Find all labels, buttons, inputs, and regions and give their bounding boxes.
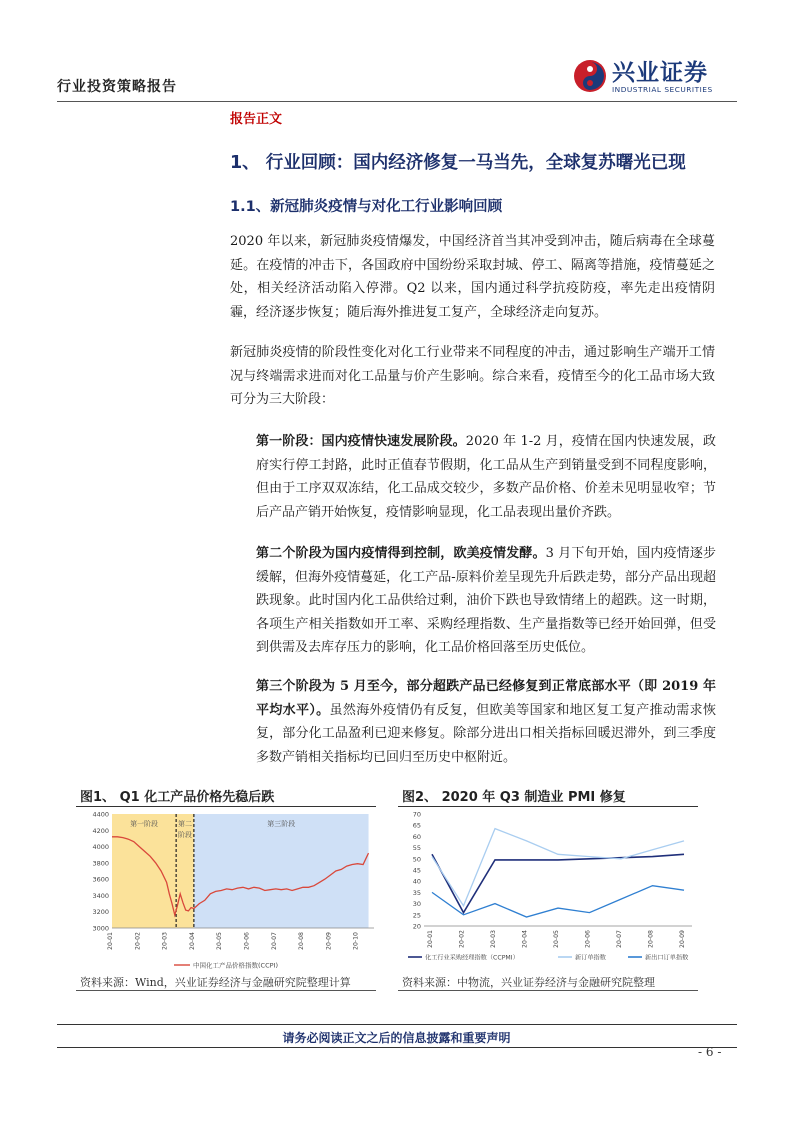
footer-disclaimer: 请务必阅读正文之后的信息披露和重要声明 <box>282 1031 511 1045</box>
phase-label-2-line-2: 阶段 <box>178 831 193 839</box>
company-logo <box>572 54 742 98</box>
y-tick-label: 40 <box>412 877 421 886</box>
x-tick-label: 20-05 <box>216 932 224 950</box>
x-tick-label: 20-03 <box>490 930 497 948</box>
y-tick-label: 3600 <box>92 875 109 884</box>
x-tick-label: 20-04 <box>188 932 196 950</box>
report-type-label: 行业投资策略报告 <box>57 79 177 95</box>
y-tick-label: 3000 <box>92 924 109 933</box>
x-tick-label: 20-09 <box>679 930 686 948</box>
phase-band-1 <box>112 814 176 928</box>
y-tick-label: 35 <box>412 888 421 897</box>
logo-en-text: INDUSTRIAL SECURITIES <box>612 85 713 94</box>
legend-label-ccpi: 中国化工产品价格指数(CCPI) <box>193 961 278 970</box>
page-number: - 6 - <box>698 1045 722 1059</box>
x-tick-label: 20-09 <box>325 932 333 950</box>
paragraph-1: 2020 年以来，新冠肺炎疫情爆发，中国经济首当其冲受到冲击，随后病毒在全球蔓延。在疫情的冲击下，各国政府中国纷纷采取封城、停工、隔离等措施，疫情蔓延之处，相关经济活动陷入停滞。Q2 以来，国内通过科学抗疫防疫，率先走出疫情阴霾，经济逐步恢复；随后海外推进复工复产，全球经济走向复苏。 <box>230 234 715 320</box>
phase-label-3: 第三阶段 <box>267 820 296 828</box>
x-tick-label: 20-07 <box>270 932 278 950</box>
x-tick-label: 20-01 <box>427 930 434 948</box>
legend-label-1: 化工行业采购经理指数（CCPMI） <box>425 954 519 962</box>
figure-1-caption: 图1、 Q1 化工产品价格先稳后跌 <box>80 790 275 805</box>
paragraph-2: 新冠肺炎疫情的阶段性变化对化工行业带来不同程度的冲击，通过影响生产端开工情况与终端需求进而对化工品量与价产生影响。综合来看，疫情至今的化工品市场大致可分为三大阶段： <box>230 345 715 407</box>
ccpi-price-chart <box>78 808 380 972</box>
phase-1-heading: 第一阶段：国内疫情快速发展阶段。 <box>256 434 466 449</box>
y-tick-label: 4000 <box>92 843 109 852</box>
phase-1-paragraph <box>256 430 716 524</box>
logo-emblem-icon <box>572 58 608 94</box>
phase-3-paragraph <box>256 675 716 769</box>
y-tick-label: 25 <box>412 911 421 920</box>
figure-2-bottom-rule <box>398 990 698 991</box>
heading-1: 1、 行业回顾：国内经济修复一马当先，全球复苏曙光已现 <box>230 153 686 173</box>
y-tick-label: 20 <box>412 922 421 931</box>
legend-label-3: 新出口订单指数 <box>645 954 689 962</box>
phase-label-1: 第一阶段 <box>130 820 159 828</box>
phase-1-text: 2020 年 1-2 月，疫情在国内快速发展，政府实行停工封路，此时正值春节假期，化工品从生产到销量受到不同程度影响，但由于工序双双冻结，化工品成交较少，多数产品价格、价差未见明显收窄；节后产品产销开始恢复，疫情影响显现，化工品表现出量价齐跌。 <box>256 434 716 520</box>
y-tick-label: 3800 <box>92 859 109 868</box>
y-tick-label: 55 <box>412 844 421 853</box>
header-rule <box>57 101 737 102</box>
phase-3-text: 虽然海外疫情仍有反复，但欧美等国家和地区复工复产推动需求恢复，部分化工品盈利已迎来修复。除部分进出口相关指标回暖迟滞外，到三季度多数产销相关指标均已回归至历史中枢附近。 <box>256 702 716 765</box>
figure-1-top-rule <box>76 806 376 807</box>
x-tick-label: 20-01 <box>107 932 114 950</box>
pmi-chart <box>400 808 700 972</box>
x-tick-label: 20-02 <box>134 932 142 950</box>
x-tick-label: 20-10 <box>352 932 360 950</box>
figure-2-top-rule <box>398 806 698 807</box>
section-label: 报告正文 <box>230 112 283 127</box>
y-tick-label: 3400 <box>92 891 109 900</box>
footer-rule <box>57 1024 737 1025</box>
phase-2-heading: 第二个阶段为国内疫情得到控制，欧美疫情发酵。 <box>256 546 546 561</box>
figure-2-source: 资料来源：中物流，兴业证券经济与金融研究院整理 <box>402 976 655 989</box>
phase-2-text: 3 月下旬开始，国内疫情逐步缓解，但海外疫情蔓延，化工产品-原料价差呈现先升后跌走势，部分产品出现超跌现象。此时国内化工品供给过剩，油价下跌也导致情绪上的超跌。这一时期，各项生产相关指数如开工率、采购经理指数、生产量指数等已经开始回弹，但受到供需及去库存压力的影响，化工品价格回落至历史低位。 <box>256 546 716 655</box>
logo-cn-text: 兴业证券 <box>612 60 708 86</box>
figure-1-bottom-rule <box>76 990 376 991</box>
footer-rule-2 <box>57 1047 737 1048</box>
y-tick-label: 70 <box>412 810 421 819</box>
y-tick-label: 50 <box>412 855 421 864</box>
y-tick-label: 3200 <box>92 908 109 917</box>
y-tick-label: 4400 <box>92 810 109 819</box>
x-tick-label: 20-04 <box>521 930 529 948</box>
x-tick-label: 20-06 <box>243 932 251 950</box>
figure-2-caption: 图2、 2020 年 Q3 制造业 PMI 修复 <box>402 790 626 805</box>
x-tick-label: 20-02 <box>458 930 466 948</box>
phase-label-2-line-1: 第二 <box>178 820 193 828</box>
pmi-series-line-1 <box>432 854 684 912</box>
phase-band-3 <box>194 814 369 928</box>
phase-3-heading: 第三个阶段为 5 月至今，部分超跌产品已经修复到正常底部水平（即 2019 年平均水平）。 <box>256 679 716 718</box>
x-tick-label: 20-03 <box>161 932 169 950</box>
pmi-series-line-2 <box>432 829 684 906</box>
figure-1-source: 资料来源：Wind，兴业证券经济与金融研究院整理计算 <box>80 976 351 989</box>
y-tick-label: 4200 <box>92 826 109 835</box>
x-tick-label: 20-08 <box>647 930 655 948</box>
phase-2-paragraph <box>256 542 716 660</box>
heading-2: 1.1、新冠肺炎疫情与对化工行业影响回顾 <box>230 199 503 215</box>
x-tick-label: 20-08 <box>298 932 306 950</box>
y-tick-label: 45 <box>412 866 421 875</box>
x-tick-label: 20-07 <box>616 930 623 948</box>
legend-label-2: 新订单指数 <box>575 954 606 962</box>
x-tick-label: 20-05 <box>553 930 560 948</box>
x-tick-label: 20-06 <box>584 930 592 948</box>
y-tick-label: 60 <box>412 832 421 841</box>
y-tick-label: 30 <box>412 900 421 909</box>
y-tick-label: 65 <box>412 821 421 830</box>
